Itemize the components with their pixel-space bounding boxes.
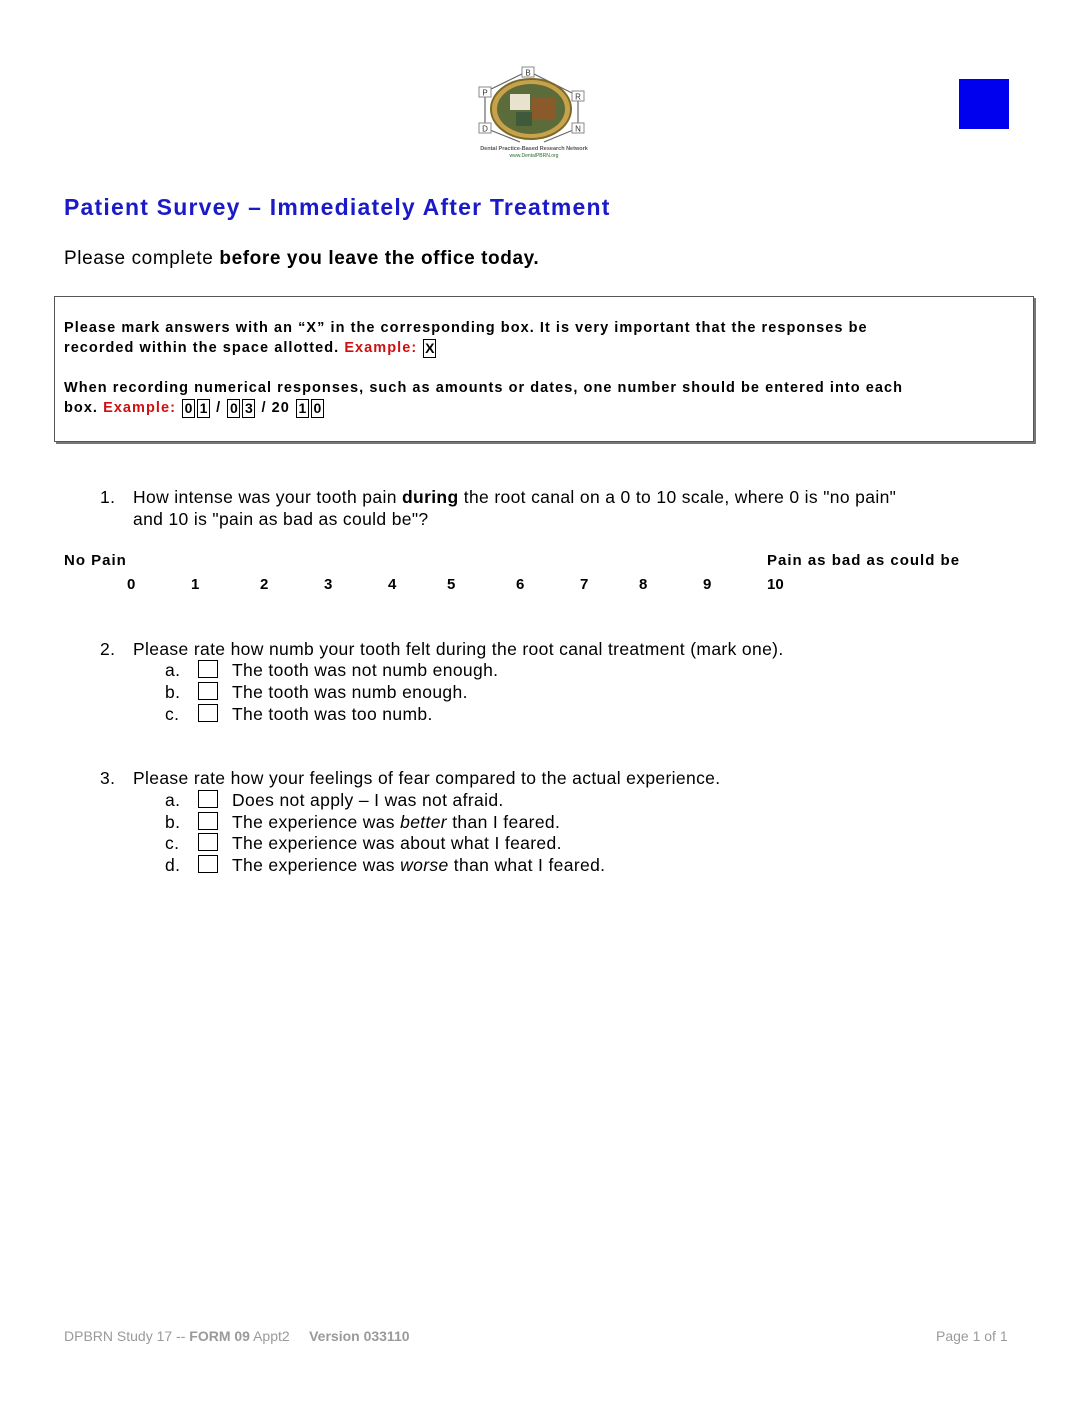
q2-option-letter: a.	[165, 660, 181, 680]
logo-letter-r: R	[575, 92, 581, 102]
footer-page-number: Page 1 of 1	[936, 1328, 1008, 1344]
date-separator: /	[261, 400, 267, 416]
pain-scale-option-1[interactable]: 1	[191, 576, 200, 593]
footer-study: DPBRN Study 17 --	[64, 1328, 190, 1344]
logo-caption: Dental Practice-Based Research Network	[480, 146, 588, 152]
date-separator: /	[216, 400, 222, 416]
q2-option-letter: b.	[165, 682, 181, 702]
footer-form: FORM 09	[189, 1328, 250, 1344]
pain-scale-option-0[interactable]: 0	[127, 576, 136, 593]
blue-marker-square	[959, 79, 1009, 129]
example-label: Example:	[344, 340, 418, 356]
instructions-line-3: When recording numerical responses, such as amounts or dates, one number should be entered into each	[64, 380, 904, 396]
pain-scale-option-10[interactable]: 10	[767, 576, 784, 593]
pain-scale-option-2[interactable]: 2	[260, 576, 269, 593]
instructions-line-2-text: recorded within the space allotted.	[64, 340, 345, 356]
scale-high-label: Pain as bad as could be	[767, 552, 961, 569]
example-mark-box: X	[425, 339, 435, 356]
date-digit-box: 1	[296, 399, 309, 418]
footer-version: Version 033110	[309, 1328, 410, 1344]
q3-option-c-text: The experience was about what I feared.	[232, 833, 562, 853]
dpbrn-logo-graphic	[472, 62, 597, 162]
instructions-line-2	[64, 338, 437, 358]
q3-option-letter: c.	[165, 833, 180, 853]
question-1-text	[133, 486, 896, 508]
q3-option-letter: b.	[165, 812, 181, 832]
q2-option-a-checkbox[interactable]	[198, 660, 218, 678]
q3-option-b-checkbox[interactable]	[198, 812, 218, 830]
pain-scale-option-5[interactable]: 5	[447, 576, 456, 593]
q3-option-d-italic: worse	[400, 855, 449, 875]
scale-low-label: No Pain	[64, 552, 127, 569]
subtitle-prefix: Please complete	[64, 248, 220, 269]
logo-url: www.DentalPBRN.org	[509, 153, 559, 159]
footer-appt: Appt2	[249, 1328, 290, 1344]
subtitle	[64, 248, 539, 270]
logo-letter-p: P	[482, 88, 488, 98]
q3-option-d-checkbox[interactable]	[198, 855, 218, 873]
dpbrn-logo	[472, 62, 597, 162]
logo-letter-b: B	[525, 68, 531, 78]
question-1-number: 1.	[100, 487, 116, 507]
date-digit-box: 3	[242, 399, 255, 418]
q2-option-letter: c.	[165, 704, 180, 724]
question-1-text-b: the root canal on a 0 to 10 scale, where 0 is "no pain"	[458, 487, 897, 507]
date-example-label: Example:	[103, 400, 176, 416]
pain-scale-option-6[interactable]: 6	[516, 576, 525, 593]
footer-study-info	[64, 1328, 410, 1344]
question-2-number: 2.	[100, 639, 116, 659]
instructions-line-4-text: box.	[64, 400, 104, 416]
q2-option-c-text: The tooth was too numb.	[232, 704, 433, 724]
question-2-text: Please rate how numb your tooth felt during the root canal treatment (mark one).	[133, 639, 784, 659]
pain-scale-option-3[interactable]: 3	[324, 576, 333, 593]
q3-option-b-text-b: than I feared.	[446, 812, 561, 832]
subtitle-bold: before you leave the office today.	[219, 248, 540, 269]
question-1-text-a: How intense was your tooth pain	[133, 487, 402, 507]
date-digit-box: 0	[311, 399, 324, 418]
q2-option-b-checkbox[interactable]	[198, 682, 218, 700]
q3-option-d-text-b: than what I feared.	[448, 855, 606, 875]
pain-scale-option-8[interactable]: 8	[639, 576, 648, 593]
logo-letter-d: D	[482, 124, 488, 134]
instructions-line-4	[64, 398, 325, 418]
page-title: Patient Survey – Immediately After Treatment	[64, 194, 611, 220]
question-1-text-bold: during	[401, 487, 459, 507]
q3-option-c-checkbox[interactable]	[198, 833, 218, 851]
pain-scale-option-4[interactable]: 4	[388, 576, 397, 593]
q3-option-letter: a.	[165, 790, 181, 810]
q3-option-d-text-a: The experience was	[232, 855, 401, 875]
date-digit-box: 1	[197, 399, 210, 418]
date-digit-box: 0	[182, 399, 195, 418]
q3-option-d-text	[232, 855, 605, 876]
date-digit-box: 0	[227, 399, 240, 418]
instructions-line-1: Please mark answers with an “X” in the corresponding box. It is very important that the responses be	[64, 320, 868, 336]
date-year-prefix: 20	[271, 400, 290, 416]
pain-scale-option-9[interactable]: 9	[703, 576, 712, 593]
question-3-number: 3.	[100, 768, 116, 788]
q3-option-letter: d.	[165, 855, 181, 875]
q3-option-a-checkbox[interactable]	[198, 790, 218, 808]
q2-option-a-text: The tooth was not numb enough.	[232, 660, 499, 680]
logo-letter-n: N	[575, 124, 581, 134]
q3-option-b-italic: better	[400, 812, 447, 832]
q2-option-c-checkbox[interactable]	[198, 704, 218, 722]
q3-option-b-text	[232, 812, 560, 833]
pain-scale-option-7[interactable]: 7	[580, 576, 589, 593]
question-1-text-line-2: and 10 is "pain as bad as could be"?	[133, 509, 429, 529]
q3-option-a-text: Does not apply – I was not afraid.	[232, 790, 504, 810]
q2-option-b-text: The tooth was numb enough.	[232, 682, 468, 702]
question-3-text: Please rate how your feelings of fear compared to the actual experience.	[133, 768, 721, 788]
q3-option-b-text-a: The experience was	[232, 812, 401, 832]
